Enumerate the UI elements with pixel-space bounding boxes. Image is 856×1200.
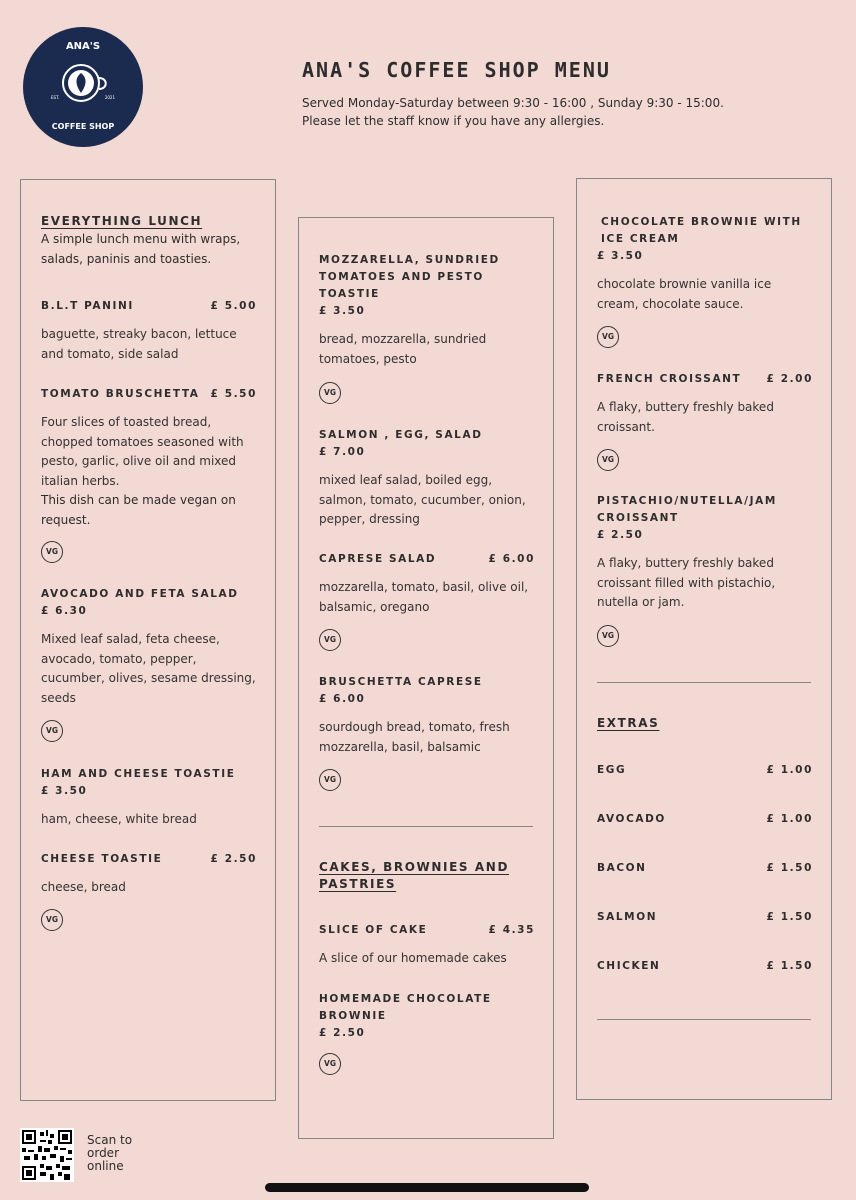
home-indicator-bar[interactable] [265, 1183, 589, 1192]
vegetarian-badge-icon: VG [41, 909, 63, 931]
logo-year: 2021 [104, 95, 115, 100]
item-name: PISTACHIO/NUTELLA/JAM CROISSANT [597, 495, 777, 524]
menu-item [319, 991, 535, 1042]
vegetarian-badge-icon: VG [41, 720, 63, 742]
vegetarian-badge-icon: VG [41, 541, 63, 563]
vegetarian-badge-icon: VG [597, 449, 619, 471]
menu-column-lunch [20, 179, 276, 1101]
item-price: £ 7.00 [319, 446, 366, 458]
extra-item [597, 860, 813, 877]
menu-item [597, 214, 813, 314]
qr-code-icon[interactable] [20, 1128, 74, 1182]
item-price: £ 4.35 [488, 924, 535, 936]
item-description: chocolate brownie vanilla ice cream, chocolate sauce. [597, 277, 772, 311]
item-price: £ 5.00 [210, 300, 257, 312]
item-price: £ 2.00 [766, 373, 813, 385]
allergy-note: Please let the staff know if you have any allergies. [302, 114, 605, 128]
item-price: £ 2.50 [210, 853, 257, 865]
item-description: cheese, bread [41, 880, 126, 894]
item-price: £ 3.50 [597, 250, 644, 262]
vegetarian-badge-icon: VG [319, 769, 341, 791]
extra-item [597, 958, 813, 975]
menu-item [41, 851, 257, 898]
section-title: EXTRAS [597, 716, 660, 730]
item-price: £ 5.50 [210, 388, 257, 400]
menu-item [319, 922, 535, 969]
item-description: baguette, streaky bacon, lettuce and tomato, side salad [41, 327, 237, 361]
section-title: EVERYTHING LUNCH [41, 214, 203, 228]
logo-top-text: ANA'S [65, 41, 101, 52]
extra-name: EGG [597, 764, 627, 776]
menu-item [41, 766, 257, 830]
item-name: SLICE OF CAKE [319, 924, 428, 936]
vegetarian-badge-icon: VG [597, 625, 619, 647]
extra-price: £ 1.50 [766, 960, 813, 972]
item-name: FRENCH CROISSANT [597, 373, 742, 385]
menu-item [597, 371, 813, 437]
item-name: TOMATO BRUSCHETTA [41, 388, 200, 400]
section-description: A simple lunch menu with wraps, salads, paninis and toasties. [41, 232, 241, 266]
menu-header [302, 58, 724, 130]
section-divider [319, 826, 533, 827]
item-description: A slice of our homemade cakes [319, 951, 507, 965]
item-price: £ 6.00 [319, 693, 366, 705]
item-name: BRUSCHETTA CAPRESE [319, 676, 483, 688]
item-description: mozzarella, tomato, basil, olive oil, balsamic, oregano [319, 580, 529, 614]
item-name: CHEESE TOASTIE [41, 853, 163, 865]
scan-to-order-label: Scan to order online [87, 1133, 133, 1173]
menu-item [597, 493, 813, 613]
menu-column-middle [298, 217, 554, 1139]
menu-item [319, 674, 535, 757]
item-name: CHOCOLATE BROWNIE WITH ICE CREAM [601, 216, 802, 245]
section-divider [597, 1019, 811, 1020]
menu-item [319, 427, 535, 530]
section-header [41, 213, 257, 269]
item-name: MOZZARELLA, SUNDRIED TOMATOES AND PESTO TOASTIE [319, 254, 500, 300]
logo [23, 27, 143, 147]
item-price: £ 2.50 [319, 1027, 366, 1039]
item-description: bread, mozzarella, sundried tomatoes, pesto [319, 332, 487, 366]
item-price: £ 3.50 [41, 785, 88, 797]
item-price: £ 3.50 [319, 305, 366, 317]
item-description: A flaky, buttery freshly baked croissant filled with pistachio, nutella or jam. [597, 556, 776, 609]
extra-name: SALMON [597, 911, 658, 923]
menu-item [41, 298, 257, 364]
item-description: Four slices of toasted bread, chopped tomatoes seasoned with pesto, garlic, olive oil and mixed italian herbs. [41, 415, 244, 488]
section-title: CAKES, BROWNIES AND PASTRIES [319, 860, 510, 891]
item-price: £ 6.00 [488, 553, 535, 565]
extra-name: BACON [597, 862, 647, 874]
extra-item [597, 811, 813, 828]
menu-column-desserts-extras [576, 178, 832, 1100]
item-name: HOMEMADE CHOCOLATE BROWNIE [319, 993, 492, 1022]
section-header [597, 715, 813, 732]
menu-item [319, 551, 535, 617]
extra-name: AVOCADO [597, 813, 666, 825]
item-price: £ 2.50 [597, 529, 644, 541]
item-description: sourdough bread, tomato, fresh mozzarella, basil, balsamic [319, 720, 510, 754]
vegetarian-badge-icon: VG [319, 1053, 341, 1075]
item-description: mixed leaf salad, boiled egg, salmon, tomato, cucumber, onion, pepper, dressing [319, 473, 526, 526]
item-price: £ 6.30 [41, 605, 88, 617]
vegetarian-badge-icon: VG [597, 326, 619, 348]
item-name: HAM AND CHEESE TOASTIE [41, 768, 236, 780]
coffee-cup-latte-art-icon [56, 61, 110, 105]
extra-name: CHICKEN [597, 960, 661, 972]
section-divider [597, 682, 811, 683]
opening-hours: Served Monday-Saturday between 9:30 - 16:00 , Sunday 9:30 - 15:00. [302, 96, 724, 110]
vegetarian-badge-icon: VG [319, 382, 341, 404]
item-description: A flaky, buttery freshly baked croissant. [597, 400, 774, 434]
item-description: Mixed leaf salad, feta cheese, avocado, tomato, pepper, cucumber, olives, sesame dressing, seeds [41, 632, 256, 705]
section-header [319, 859, 509, 893]
item-description-note: This dish can be made vegan on request. [41, 493, 236, 527]
menu-item [41, 586, 257, 708]
item-name: CAPRESE SALAD [319, 553, 437, 565]
logo-bottom-text: COFFEE SHOP [51, 122, 115, 131]
logo-est: EST. [51, 95, 60, 100]
extra-price: £ 1.50 [766, 911, 813, 923]
item-description: ham, cheese, white bread [41, 812, 197, 826]
item-name: AVOCADO AND FETA SALAD [41, 588, 239, 600]
page-title: ANA'S COFFEE SHOP MENU [302, 58, 611, 82]
extra-price: £ 1.50 [766, 862, 813, 874]
menu-item [41, 386, 257, 530]
menu-item [319, 252, 535, 369]
item-name: SALMON , EGG, SALAD [319, 429, 483, 441]
vegetarian-badge-icon: VG [319, 629, 341, 651]
extra-item [597, 909, 813, 926]
extra-item [597, 762, 813, 779]
extra-price: £ 1.00 [766, 813, 813, 825]
extra-price: £ 1.00 [766, 764, 813, 776]
item-name: B.L.T PANINI [41, 300, 134, 312]
